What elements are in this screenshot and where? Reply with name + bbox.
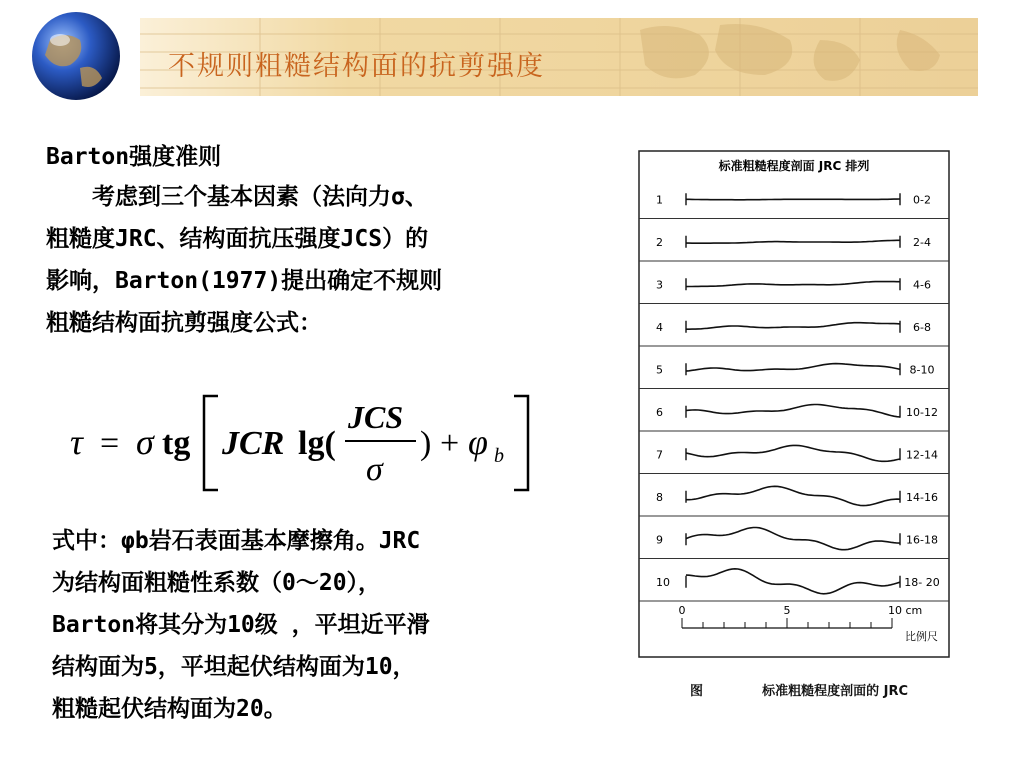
jrc-range-label: 0-2 (913, 193, 931, 207)
jrc-range-label: 2-4 (913, 235, 931, 249)
denominator-sigma: σ (366, 451, 383, 488)
figure-caption (690, 680, 908, 699)
roughness-profile (686, 199, 900, 200)
note-line-1: 式中：φb岩石表面基本摩擦角。JRC (52, 528, 421, 554)
figure-title: 标准粗糙程度剖面 JRC 排列 (718, 159, 870, 173)
jrc-range-label: 12-14 (906, 448, 938, 462)
scale-label: 10 cm (888, 604, 923, 617)
scale-label: 5 (783, 604, 791, 617)
jrc-profile-figure (638, 150, 950, 658)
intro-line-4: 粗糙结构面抗剪强度公式： (46, 310, 322, 336)
profile-number: 6 (656, 405, 663, 419)
profile-number: 5 (656, 363, 663, 377)
scale-label: 0 (678, 604, 686, 617)
phi-symbol: φ (468, 422, 488, 462)
header-banner (0, 0, 1024, 100)
intro-line-3: 影响，Barton(1977)提出确定不规则 (46, 268, 443, 294)
jrc-text: JCR (222, 425, 285, 462)
profile-number: 1 (656, 193, 663, 207)
jrc-range-label: 6-8 (913, 320, 931, 334)
tg-text: tg (162, 425, 191, 462)
phi-subscript: b (494, 445, 504, 467)
intro-line-2: 粗糙度JRC、结构面抗压强度JCS）的 (46, 226, 429, 252)
intro-line-1: 考虑到三个基本因素（法向力σ、 (46, 184, 428, 210)
caption-text: 标准粗糙程度剖面的 JRC (762, 684, 908, 699)
jrc-range-label: 14-16 (906, 490, 938, 504)
note-line-3: Barton将其分为10级 ，平坦近平滑 (52, 612, 430, 638)
jrc-range-label: 16-18 (906, 533, 938, 547)
barton-formula (70, 388, 550, 498)
sigma-symbol: σ (136, 422, 154, 462)
note-line-4: 结构面为5，平坦起伏结构面为10， (52, 654, 416, 680)
profile-number: 2 (656, 235, 663, 249)
profile-number: 8 (656, 490, 663, 504)
jrc-range-label: 10-12 (906, 405, 938, 419)
profile-number: 10 (656, 575, 670, 589)
right-bracket (514, 396, 528, 490)
profile-number: 9 (656, 533, 663, 547)
profile-number: 4 (656, 320, 663, 334)
close-paren: ) (420, 425, 432, 462)
jrc-range-label: 8-10 (909, 363, 935, 377)
lg-text: lg( (298, 425, 336, 462)
profile-number: 7 (656, 448, 663, 462)
caption-prefix: 图 (690, 684, 704, 699)
plus-sign: + (440, 425, 460, 462)
equals-sign: = (100, 425, 120, 462)
slide-title: 不规则粗糙结构面的抗剪强度 (168, 51, 545, 82)
note-line-2: 为结构面粗糙性系数（0～20）， (52, 570, 382, 596)
tau-symbol: τ (70, 422, 83, 462)
scale-name: 比例尺 (905, 630, 938, 643)
left-bracket (204, 396, 218, 490)
profile-number: 3 (656, 278, 663, 292)
jrc-range-label: 18- 20 (904, 575, 940, 589)
note-line-5: 粗糙起伏结构面为20。 (52, 696, 287, 722)
numerator-jcs: JCS (348, 399, 404, 435)
jrc-range-label: 4-6 (913, 278, 931, 292)
section-heading: Barton强度准则 (46, 144, 222, 170)
